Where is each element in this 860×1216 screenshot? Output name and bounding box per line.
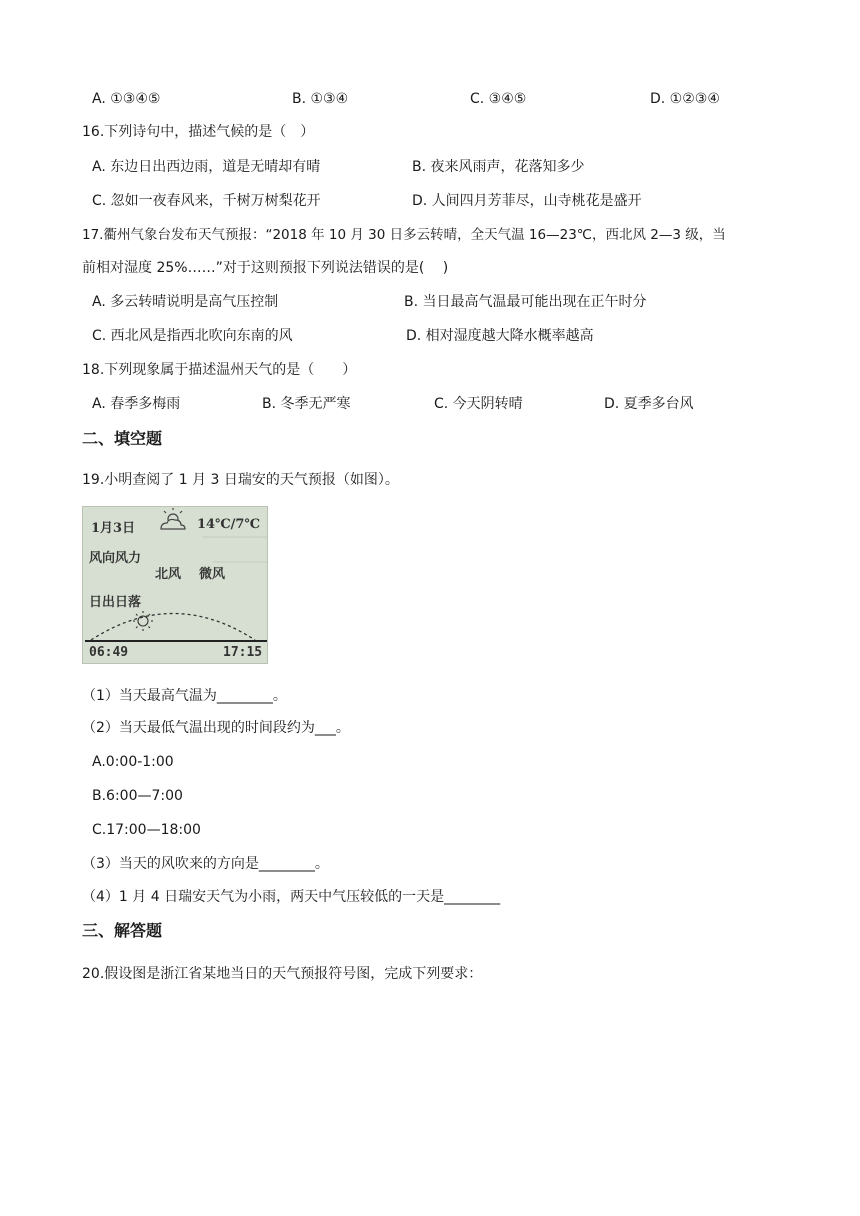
sunrise-time: 06:49 [89, 645, 129, 660]
forecast-date: 1月3日 [91, 521, 136, 536]
q17-option-c: C. 西北风是指西北吹向东南的风 [92, 328, 293, 344]
sun-icon [133, 611, 153, 631]
q17-option-b: B. 当日最高气温最可能出现在正午时分 [404, 294, 647, 310]
q18-stem: 18.下列现象属于描述温州天气的是（ ） [82, 362, 357, 378]
q15-option-a: A. ①③④⑤ [92, 91, 161, 107]
q18-option-d: D. 夏季多台风 [604, 396, 694, 412]
q16-option-d: D. 人间四月芳菲尽，山寺桃花是盛开 [412, 193, 642, 209]
q18-option-b: B. 冬季无严寒 [262, 396, 351, 412]
q15-option-c: C. ③④⑤ [470, 91, 527, 107]
q19-sub2: （2）当天最低气温出现的时间段约为___。 [82, 720, 350, 736]
section-fill-in-title: 二、填空题 [82, 429, 163, 448]
q17-option-a: A. 多云转晴说明是高气压控制 [92, 294, 279, 310]
q16-option-b: B. 夜来风雨声，花落知多少 [412, 159, 585, 175]
q16-option-c: C. 忽如一夜春风来，千树万树梨花开 [92, 193, 321, 209]
q19-choice-c: C.17:00—18:00 [92, 822, 201, 838]
q16-option-a: A. 东边日出西边雨，道是无晴却有晴 [92, 159, 321, 175]
wind-force: 微风 [199, 567, 226, 582]
wind-direction: 北风 [155, 567, 182, 582]
sunset-time: 17:15 [223, 645, 263, 660]
forecast-temperature: 14℃/7℃ [197, 517, 261, 532]
sun-path-arc [91, 614, 255, 641]
q19-sub1: （1）当天最高气温为________。 [82, 688, 287, 704]
wind-label: 风向风力 [89, 551, 142, 566]
q18-option-c: C. 今天阴转晴 [434, 396, 523, 412]
q19-choice-a: A.0:00-1:00 [92, 754, 174, 770]
q20-stem: 20.假设图是浙江省某地当日的天气预报符号图，完成下列要求： [82, 966, 483, 982]
q15-option-d: D. ①②③④ [650, 91, 720, 107]
q19-stem: 19.小明查阅了 1 月 3 日瑞安的天气预报（如图）。 [82, 472, 399, 488]
q19-choice-b: B.6:00—7:00 [92, 788, 183, 804]
q17-stem-line1: 17.衢州气象台发布天气预报：“2018 年 10 月 30 日多云转晴，全天气温 16—23℃，西北风 2—3 级，当 [82, 227, 726, 243]
q18-option-a: A. 春季多梅雨 [92, 396, 181, 412]
weather-forecast-figure [82, 506, 268, 664]
q19-sub4: （4）1 月 4 日瑞安天气为小雨，两天中气压较低的一天是________ [82, 889, 501, 905]
q16-stem: 16.下列诗句中，描述气候的是（ ） [82, 124, 315, 140]
sun-label: 日出日落 [89, 595, 142, 610]
cloudy-sun-icon [161, 508, 185, 529]
q15-option-b: B. ①③④ [292, 91, 349, 107]
q19-sub3: （3）当天的风吹来的方向是________。 [82, 856, 329, 872]
q17-stem-line2: 前相对湿度 25%……”对于这则预报下列说法错误的是( ) [82, 260, 449, 276]
section-answer-title: 三、解答题 [82, 921, 163, 940]
q17-option-d: D. 相对湿度越大降水概率越高 [406, 328, 594, 344]
